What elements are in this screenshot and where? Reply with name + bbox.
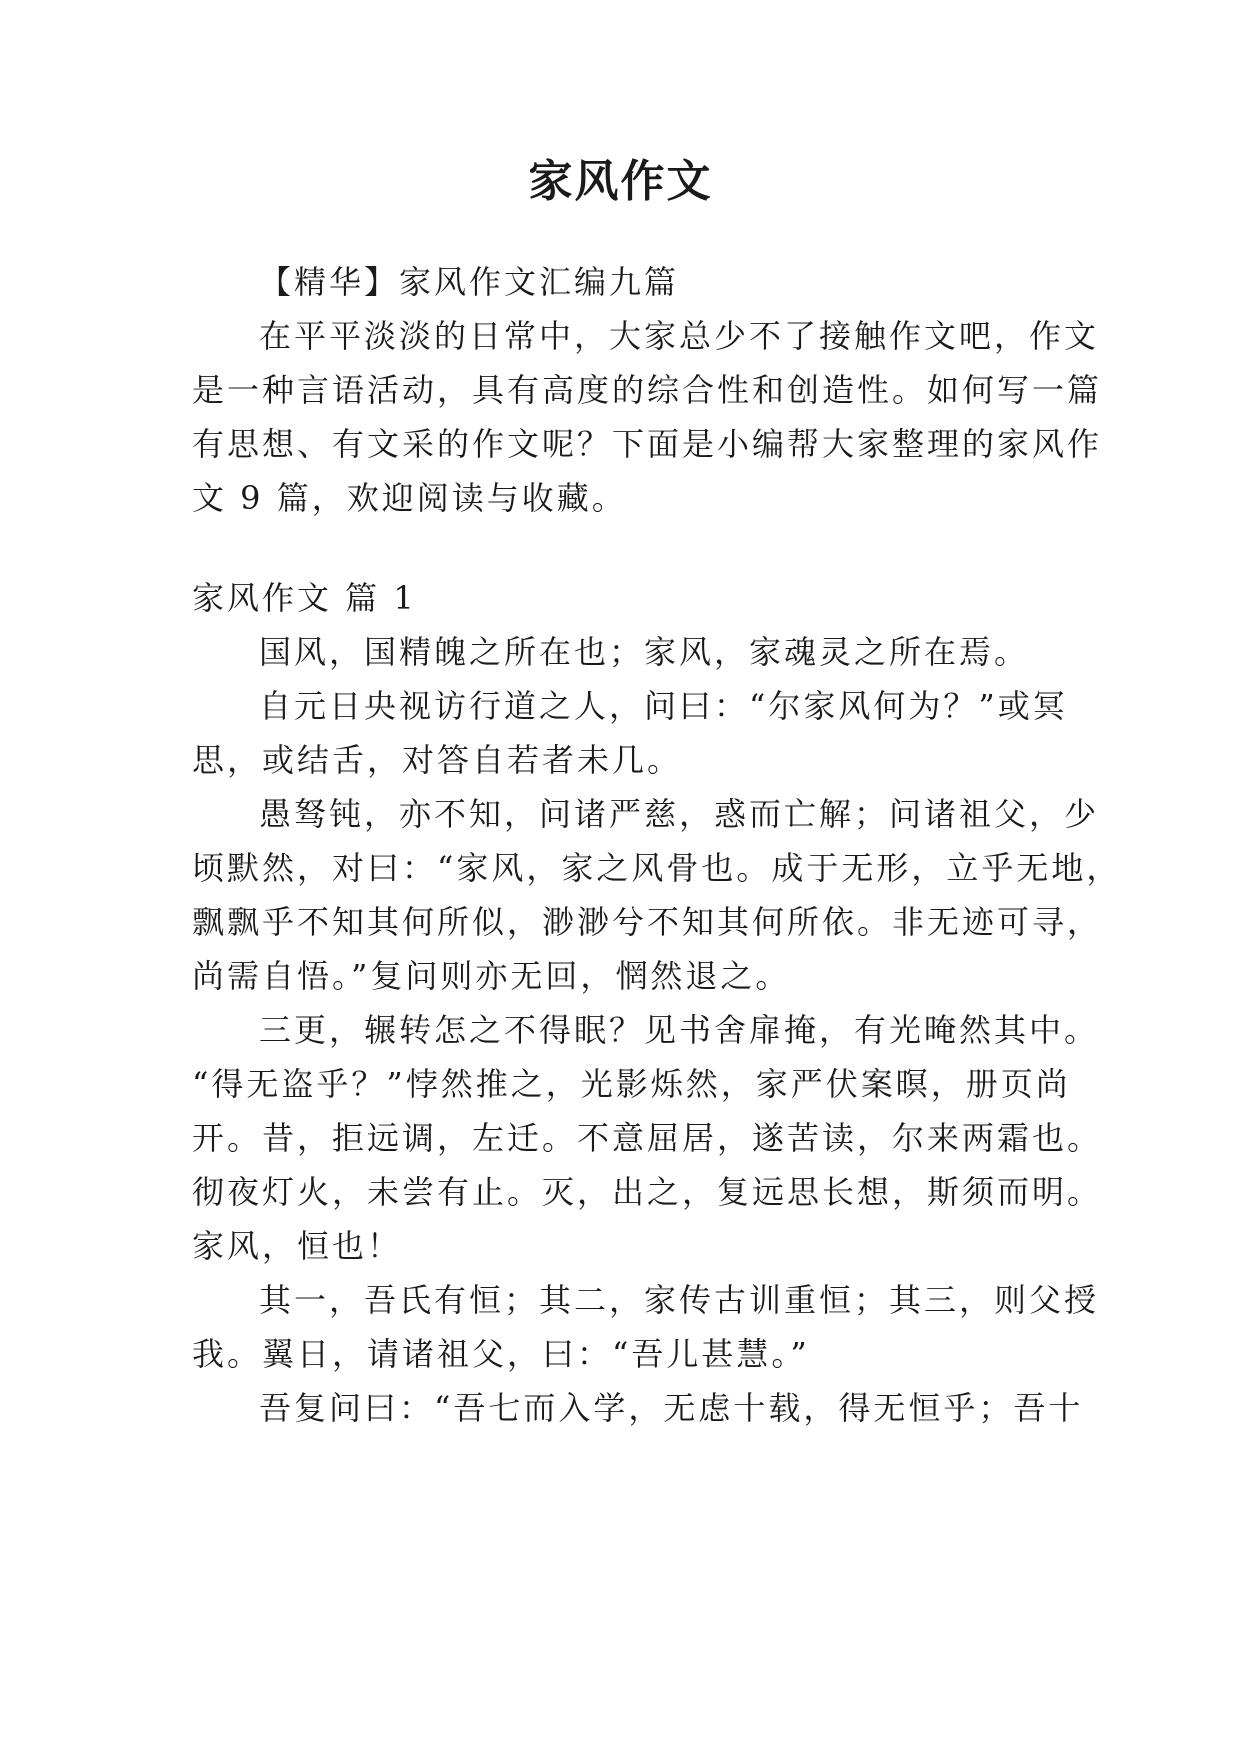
paragraph-line: 家风，恒也！: [192, 1227, 403, 1265]
paragraph-line: 国风，国精魄之所在也；家风，家魂灵之所在焉。: [259, 633, 1030, 671]
document-title: 家风作文: [528, 156, 713, 207]
section-heading: 家风作文 篇 1: [192, 579, 417, 617]
paragraph-line: 【精华】家风作文汇编九篇: [259, 263, 680, 301]
paragraph-line: 顷默然，对曰：“家风，家之风骨也。成于无形，立乎无地，: [192, 849, 1122, 887]
paragraph-line: 思，或结舌，对答自若者未几。: [192, 741, 683, 779]
paragraph-line: 彻夜灯火，未尝有止。灭，出之，复远思长想，斯须而明。: [192, 1173, 1103, 1211]
paragraph-line: 在平平淡淡的日常中，大家总少不了接触作文吧，作文: [259, 317, 1100, 355]
paragraph-line: 是一种言语活动，具有高度的综合性和创造性。如何写一篇: [192, 371, 1103, 409]
paragraph-line: 开。昔，拒远调，左迁。不意屈居，遂苦读，尔来两霜也。: [192, 1119, 1103, 1157]
paragraph-line: 尚需自悟。”复问则亦无回，惘然退之。: [192, 957, 791, 995]
paragraph-line: “得无盗乎？”悖然推之，光影烁然，家严伏案暝，册页尚: [192, 1065, 1071, 1103]
paragraph-line: 三更，辗转怎之不得眠？见书舍扉掩，有光晻然其中。: [259, 1011, 1100, 1049]
paragraph-line: 有思想、有文采的作文呢？下面是小编帮大家整理的家风作: [192, 425, 1103, 463]
paragraph-line: 吾复问曰：“吾七而入学，无虑十载，得无恒乎；吾十: [259, 1389, 1084, 1427]
paragraph-line: 其一，吾氏有恒；其二，家传古训重恒；其三，则父授: [259, 1281, 1100, 1319]
paragraph-line: 飘飘乎不知其何所似，渺渺兮不知其何所依。非无迹可寻，: [192, 903, 1103, 941]
paragraph-line: 愚驽钝，亦不知，问诸严慈，惑而亡解；问诸祖父，少: [259, 795, 1100, 833]
paragraph-line: 文 9 篇，欢迎阅读与收藏。: [192, 479, 627, 517]
paragraph-line: 自元日央视访行道之人，问曰：“尔家风何为？”或冥: [259, 687, 1068, 725]
paragraph-line: 我。翼日，请诸祖父，曰：“吾儿甚慧。”: [192, 1335, 810, 1373]
